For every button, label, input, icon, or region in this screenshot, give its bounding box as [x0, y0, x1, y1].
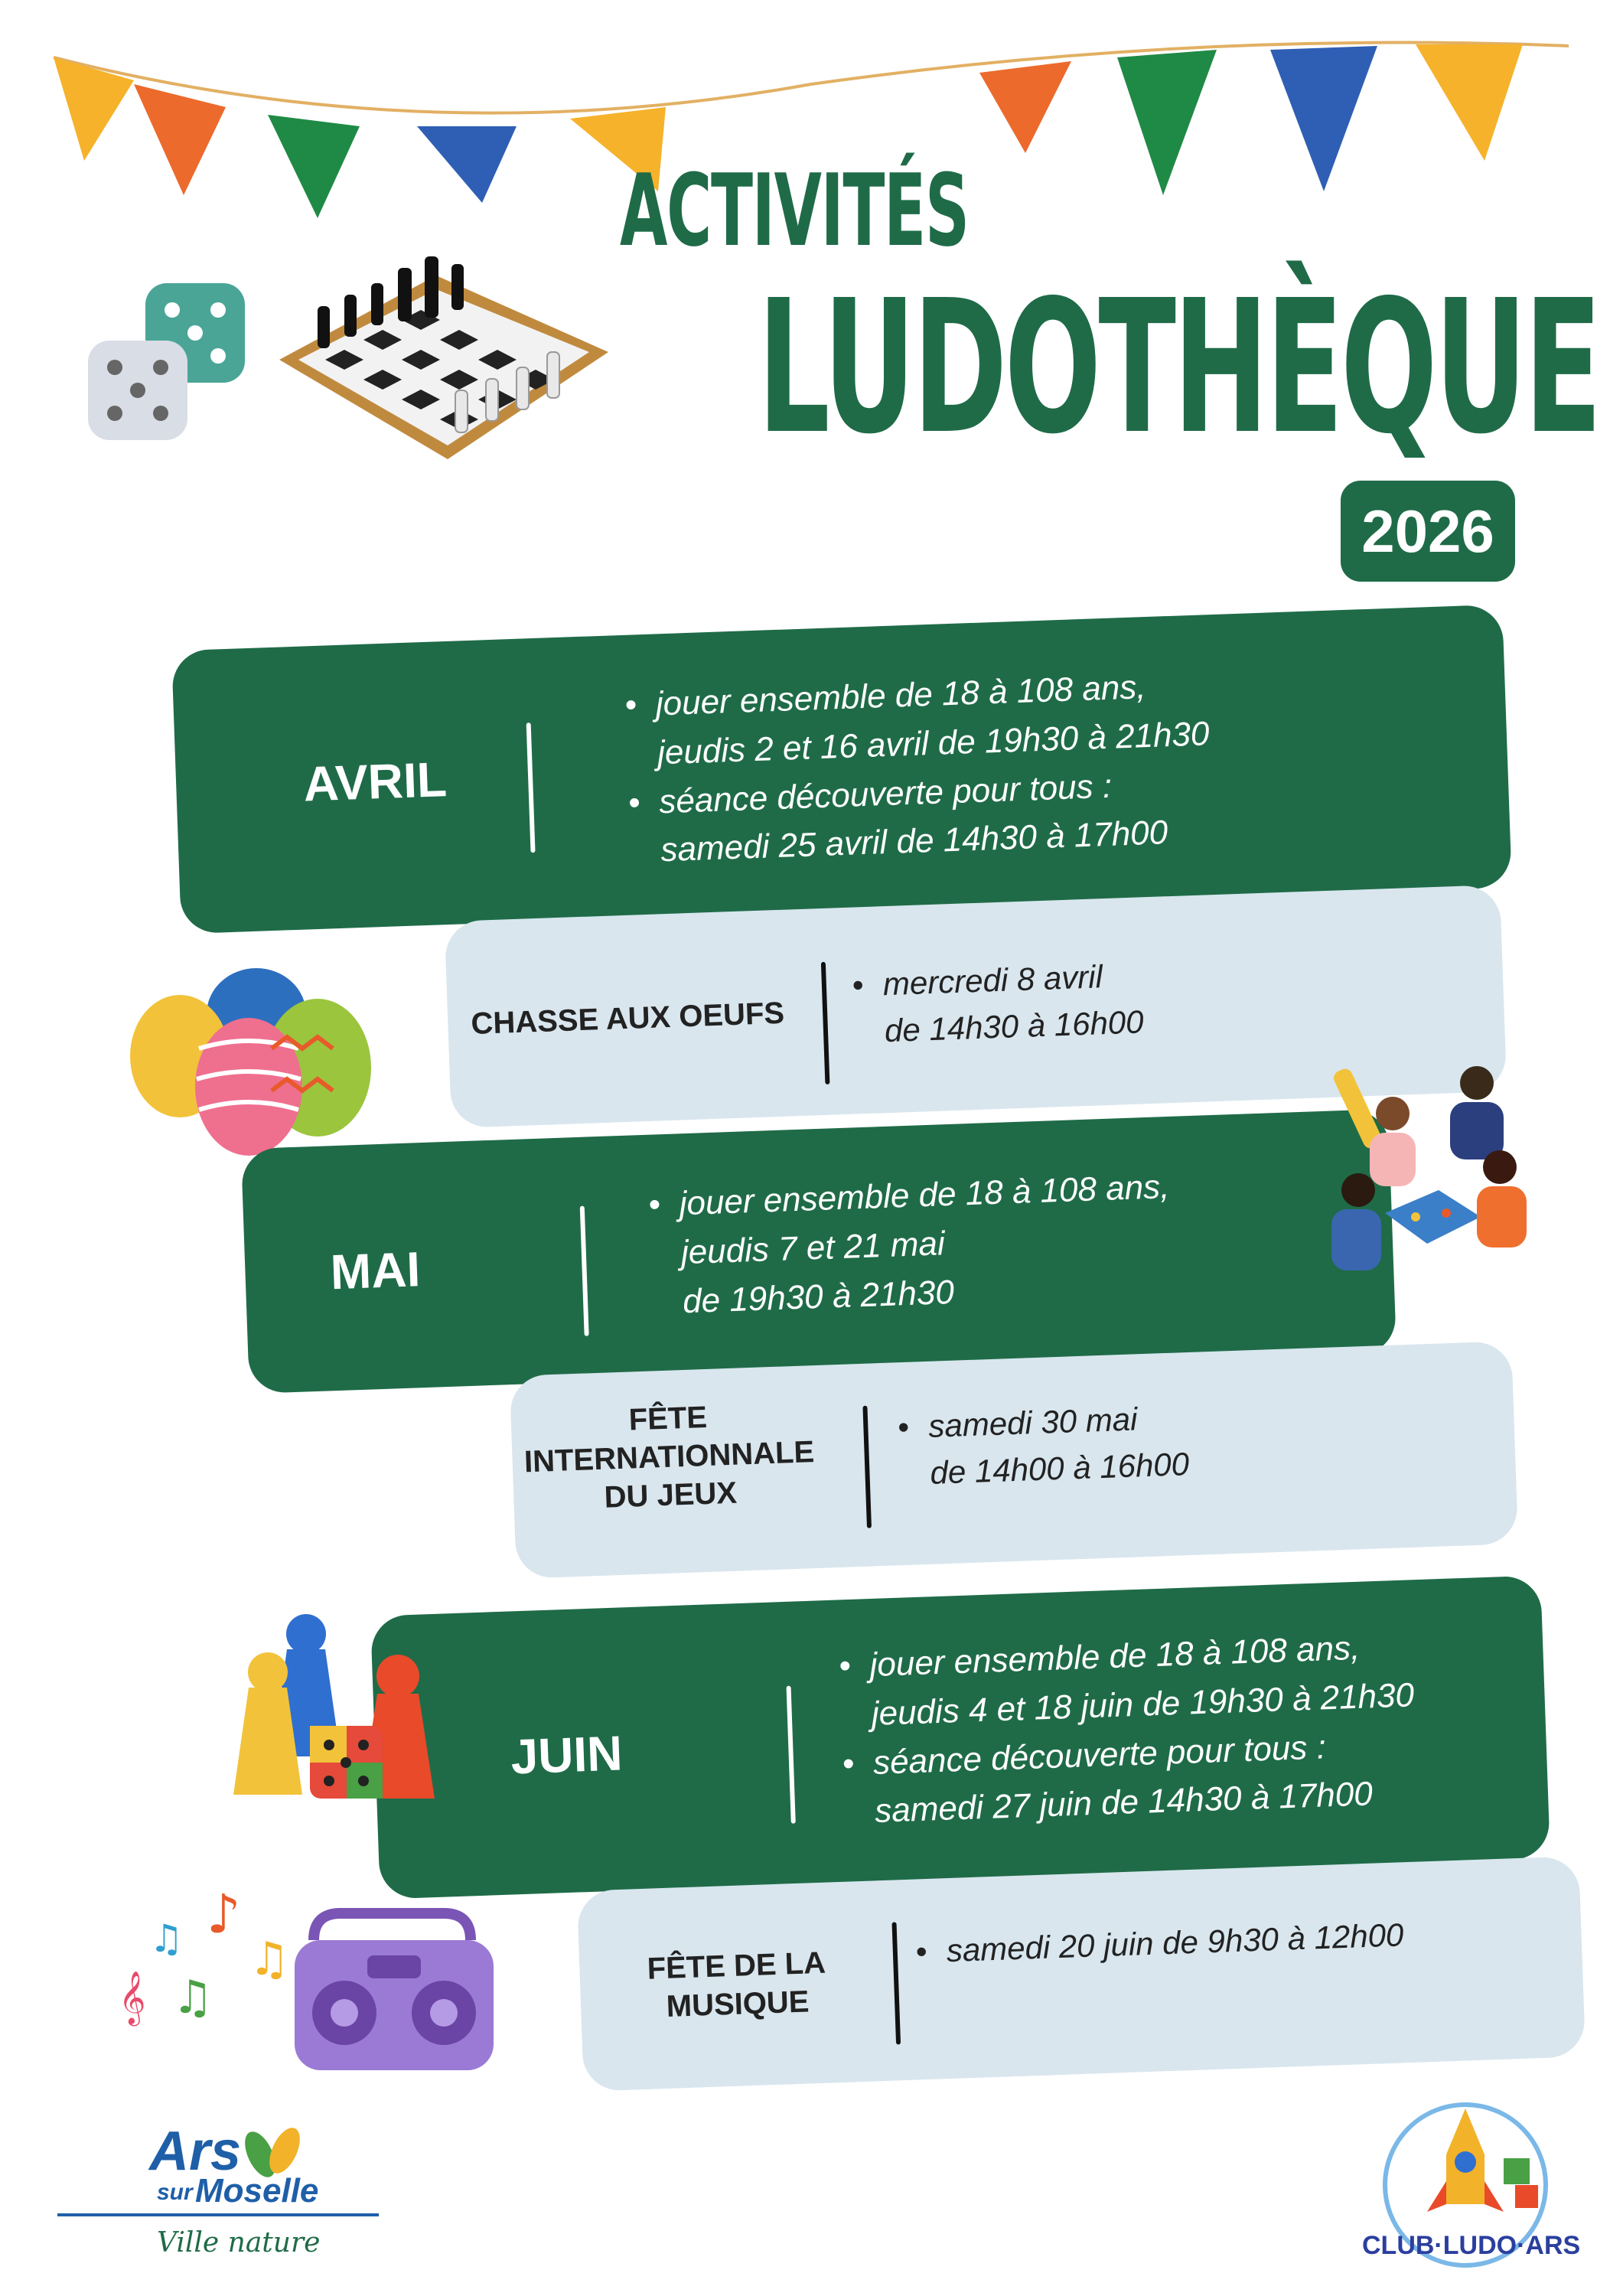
section-divider — [580, 1206, 589, 1336]
band-juin — [370, 1575, 1550, 1899]
pennant-flag — [268, 115, 360, 218]
section-divider — [526, 722, 536, 853]
section-label-fete-internationale: FÊTE INTERNATIONNALE DU JEUX — [523, 1400, 815, 1515]
svg-text:♫: ♫ — [172, 1971, 213, 2024]
section-text-chasse-aux-oeufs: • mercredi 8 avril de 14h30 à 16h00 — [852, 958, 1145, 1049]
year-badge: 2026 — [1341, 481, 1515, 582]
section-label-fete-de-la-musique: FÊTE DE LA MUSIQUE — [646, 1945, 826, 2024]
section-divider — [787, 1686, 796, 1824]
section-label-chasse-aux-oeufs: CHASSE AUX OEUFS — [470, 996, 785, 1042]
pennant-flag — [417, 126, 517, 203]
band-avril — [171, 605, 1512, 934]
section-label-juin: JUIN — [510, 1725, 624, 1785]
title-ludotheque: LUDOTHÈQUE — [758, 260, 1599, 475]
section-text-juin: • jouer ensemble de 18 à 108 ans, jeudis 4 et 18 juin de 19h30 à 21h30 • séance découverte pour tous : samedi 27 juin de 14h30 à 17h00 — [838, 1629, 1415, 1831]
club-logo — [1362, 2089, 1581, 2273]
town-logo — [57, 2120, 386, 2273]
pennant-flag — [1117, 50, 1217, 195]
easter-eggs-illustration — [126, 964, 379, 1163]
chessboard-illustration — [264, 245, 631, 475]
people-playing-illustration — [1324, 1060, 1538, 1282]
music-boombox-illustration — [103, 1883, 532, 2120]
section-text-fete-de-la-musique: • samedi 20 juin de 9h30 à 12h00 — [915, 1916, 1405, 1970]
dice-illustration — [77, 268, 291, 467]
section-divider — [821, 962, 830, 1084]
section-label-avril: AVRIL — [302, 752, 448, 812]
band-fete-internationale — [510, 1341, 1518, 1579]
svg-text:♫: ♫ — [249, 1932, 290, 1986]
section-divider — [862, 1406, 872, 1528]
title-activites: ACTIVITÉS — [620, 152, 969, 269]
town-logo-name: Moselle — [195, 2172, 319, 2210]
section-text-avril: • jouer ensemble de 18 à 108 ans, jeudis 2 et 16 avril de 19h30 à 21h30 • séance découverte pour tous : samedi 25 avril de 14h30 à 17h00 — [624, 668, 1211, 869]
town-logo-rule — [57, 2213, 379, 2216]
game-pawns-illustration — [237, 1611, 444, 1802]
town-tagline: Ville nature — [157, 2227, 321, 2258]
pennant-flag — [134, 84, 226, 195]
section-text-fete-internationale: • samedi 30 mai de 14h00 à 16h00 — [897, 1401, 1190, 1491]
town-logo-sub: sur — [157, 2180, 193, 2205]
pennant-flag — [1270, 46, 1377, 191]
club-logo-text: CLUB·LUDO·ARS — [1362, 2231, 1581, 2260]
svg-text:𝄞: 𝄞 — [119, 1971, 146, 2024]
svg-text:♫: ♫ — [149, 1916, 184, 1961]
section-text-mai: • jouer ensemble de 18 à 108 ans, jeudis 7 et 21 mai de 19h30 à 21h30 — [647, 1167, 1171, 1320]
band-fete-de-la-musique — [577, 1856, 1586, 2092]
svg-text:♪: ♪ — [207, 1883, 241, 1945]
town-logo-main: Ars — [149, 2121, 242, 2182]
pennant-flag — [979, 61, 1071, 153]
section-label-mai: MAI — [329, 1241, 422, 1300]
pennant-flag — [1416, 44, 1523, 161]
